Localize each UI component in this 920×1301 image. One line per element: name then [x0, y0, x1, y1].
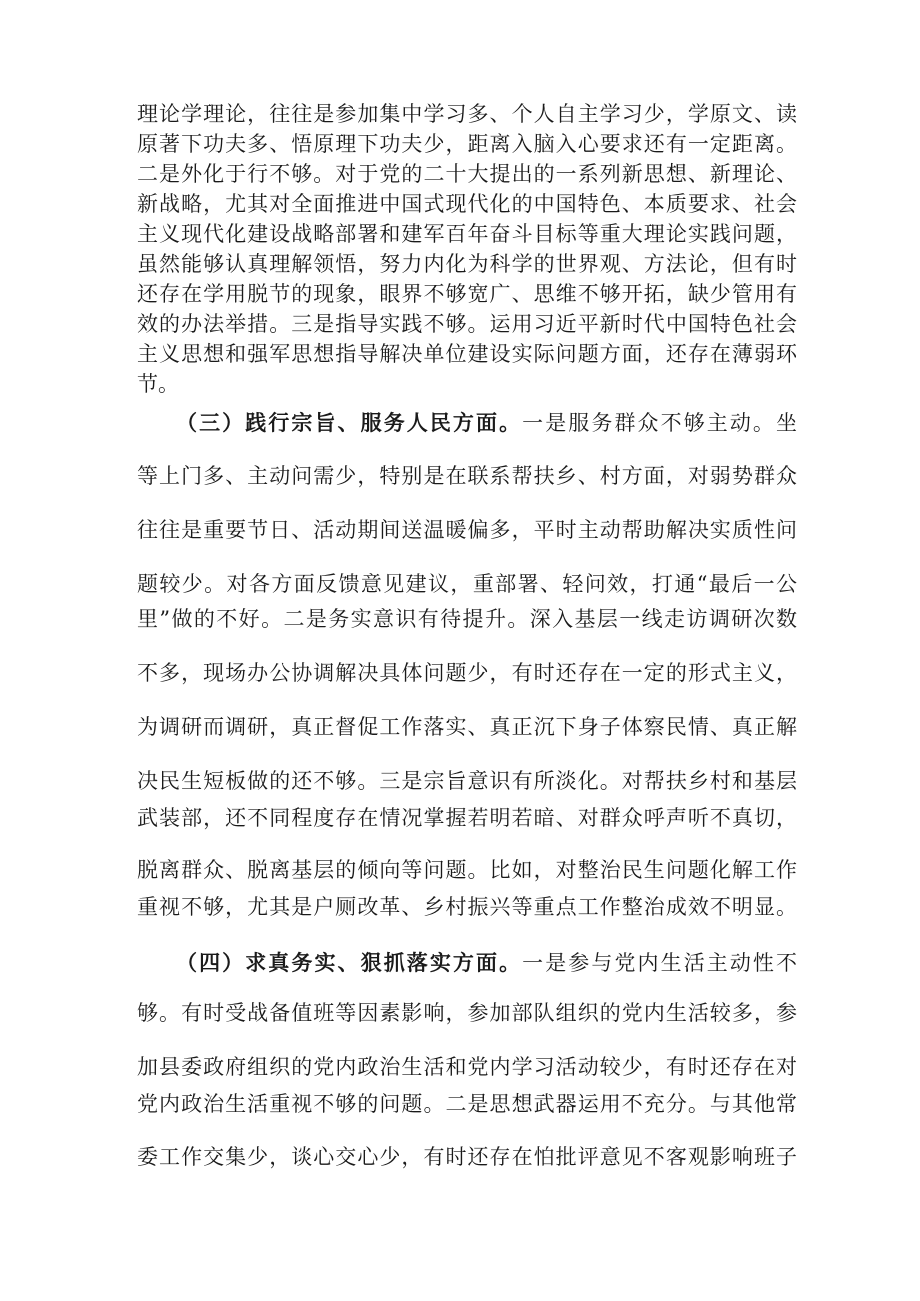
text-line: 武装部，还不同程度存在情况掌握若明若暗、对群众呼声听不真切，	[137, 806, 797, 830]
text-line: 为调研而调研，真正督促工作落实、真正沉下身子体察民情、真正解	[137, 715, 797, 739]
text-line: 二是外化于行不够。对于党的二十大提出的一系列新思想、新理论、	[137, 162, 797, 186]
text-line: 题较少。对各方面反馈意见建议，重部署、轻问效，打通“最后一公	[137, 572, 797, 596]
text-line: 主义现代化建设战略部署和建军百年奋斗目标等重大理论实践问题，	[137, 222, 797, 246]
text-line: 节。	[137, 372, 179, 396]
text-line: 原著下功夫多、悟原理下功夫少，距离入脑入心要求还有一定距离。	[137, 132, 797, 156]
text-line: 往往是重要节日、活动期间送温暖偏多，平时主动帮助解决实质性问	[137, 518, 797, 542]
text-line: 效的办法举措。三是指导实践不够。运用习近平新时代中国特色社会	[137, 312, 797, 336]
section-heading-line	[176, 406, 797, 439]
text-line: 等上门多、主动问需少，特别是在联系帮扶乡、村方面，对弱势群众	[137, 464, 797, 488]
text-line: 理论学理论，往往是参加集中学习多、个人自主学习少，学原文、读	[137, 102, 797, 126]
text-line: 重视不够，尤其是户厕改革、乡村振兴等重点工作整治成效不明显。	[137, 895, 797, 919]
text-line: 够。有时受战备值班等因素影响，参加部队组织的党内生活较多，参	[137, 1001, 797, 1025]
section-3-heading: （三）践行宗旨、服务人民方面。	[176, 410, 523, 435]
text-line: 委工作交集少，谈心交心少，有时还存在怕批评意见不客观影响班子	[137, 1145, 797, 1169]
section-4-first-line-text: 一是参与党内生活主动性不	[522, 951, 798, 975]
text-line: 还存在学用脱节的现象，眼界不够宽广、思维不够开拓，缺少管用有	[137, 282, 797, 306]
section-3-first-line-text: 一是服务群众不够主动。坐	[522, 411, 798, 435]
text-line: 加县委政府组织的党内政治生活和党内学习活动较少，有时还存在对	[137, 1055, 797, 1079]
text-line: 不多，现场办公协调解决具体问题少，有时还存在一定的形式主义，	[137, 661, 797, 685]
section-4-heading: （四）求真务实、狠抓落实方面。	[176, 950, 523, 975]
text-line: 党内政治生活重视不够的问题。二是思想武器运用不充分。与其他常	[137, 1092, 797, 1116]
section-heading-line	[176, 946, 797, 979]
text-line: 脱离群众、脱离基层的倾向等问题。比如，对整治民生问题化解工作	[137, 858, 797, 882]
text-line: 决民生短板做的还不够。三是宗旨意识有所淡化。对帮扶乡村和基层	[137, 769, 797, 793]
text-line: 里”做的不好。二是务实意识有待提升。深入基层一线走访调研次数	[137, 607, 797, 631]
text-line: 新战略，尤其对全面推进中国式现代化的中国特色、本质要求、社会	[137, 192, 797, 216]
text-line: 主义思想和强军思想指导解决单位建设实际问题方面，还存在薄弱环	[137, 342, 797, 366]
text-line: 虽然能够认真理解领悟，努力内化为科学的世界观、方法论，但有时	[137, 252, 797, 276]
